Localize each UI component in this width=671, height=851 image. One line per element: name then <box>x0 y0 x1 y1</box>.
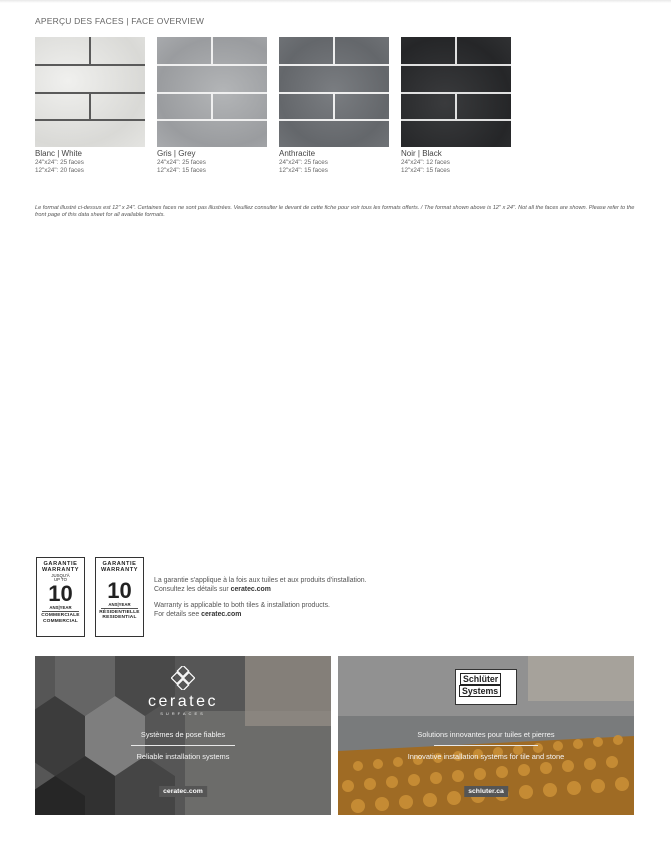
schluter-logo-line1: Schlüter <box>460 673 501 685</box>
swatch-count-12x24: 12"x24": 15 faces <box>401 167 450 175</box>
swatch-name: Noir | Black <box>401 149 442 158</box>
swatch-name: Anthracite <box>279 149 316 158</box>
swatch-grey <box>157 37 267 147</box>
page-top-edge <box>0 0 671 3</box>
ceratec-logo-subtext: SURFACES <box>160 711 206 716</box>
swatch-count-12x24: 12"x24": 15 faces <box>157 167 206 175</box>
schluter-logo <box>455 669 517 705</box>
swatch-label-grey <box>157 150 206 176</box>
schluter-logo-line2: Systems <box>459 685 501 697</box>
swatch-white <box>35 37 145 147</box>
swatch-label-anthracite <box>279 150 328 176</box>
badge-type-en: COMMERCIAL <box>42 618 79 624</box>
badge-upto-en: UP TO <box>54 577 67 583</box>
badge-years: 10 <box>107 577 132 603</box>
badge-unit: ANS|YEAR <box>49 605 72 611</box>
swatch-count-24x24: 24"x24": 12 faces <box>401 158 450 166</box>
badge-title-en: WARRANTY <box>41 567 80 574</box>
swatch-count-12x24: 12"x24": 15 faces <box>279 167 328 175</box>
badge-unit: ANS|YEAR <box>108 601 131 607</box>
badge-type-fr: COMMERCIALE <box>41 613 80 619</box>
badge-title-en: WARRANTY <box>100 567 139 574</box>
schluter-divider <box>434 745 538 746</box>
ceratec-tagline-fr: Systèmes de pose fiables <box>140 730 226 739</box>
warranty-badge-commercial <box>36 557 85 637</box>
ceratec-panel <box>35 656 331 815</box>
badge-title-fr: GARANTIE <box>102 561 137 567</box>
ceratec-url-button[interactable]: ceratec.com <box>159 786 207 797</box>
warranty-en-link[interactable]: ceratec.com <box>201 610 242 618</box>
ceratec-logo-icon <box>171 666 195 690</box>
swatch-label-black <box>401 150 450 176</box>
schluter-url-button[interactable]: schluter.ca <box>464 786 508 797</box>
swatch-name: Gris | Grey <box>157 149 196 158</box>
schluter-tagline-en: Innovative installation systems for tile and stone <box>407 752 565 761</box>
schluter-panel <box>338 656 634 815</box>
badge-type-en: RESIDENTIAL <box>102 615 137 621</box>
warranty-fr-prefix: Consultez les détails sur <box>154 585 231 593</box>
swatch-anthracite <box>279 37 389 147</box>
swatch-name: Blanc | White <box>35 149 82 158</box>
swatch-black <box>401 37 511 147</box>
section-title: APERÇU DES FACES | FACE OVERVIEW <box>35 16 205 26</box>
warranty-text <box>154 577 454 627</box>
ceratec-tagline-en: Reliable installation systems <box>136 752 230 761</box>
swatch-count-12x24: 12"x24": 20 faces <box>35 167 84 175</box>
ceratec-logo-text: ceratec <box>148 693 218 710</box>
warranty-fr-line1: La garantie s'applique à la fois aux tuiles et aux produits d'installation. <box>154 577 367 584</box>
badge-title-fr: GARANTIE <box>43 561 78 567</box>
badge-years: 10 <box>48 581 73 607</box>
swatch-count-24x24: 24"x24": 25 faces <box>279 158 328 166</box>
swatch-label-white <box>35 150 84 176</box>
warranty-en-prefix: For details see <box>154 610 202 618</box>
swatch-count-24x24: 24"x24": 25 faces <box>157 158 206 166</box>
format-disclaimer: Le format illustré ci-dessus est 12" x 24". Certaines faces ne sont pas illustrées. Veuillez consulter le devant de cette fiche pour voir tous les formats offerts. / The format shown above is 12" x 24". Not all the faces are shown. Please refer to the front page of this data sheet for all available formats. <box>35 205 635 219</box>
ceratec-divider <box>131 745 235 746</box>
warranty-fr-link[interactable]: ceratec.com <box>230 585 271 593</box>
warranty-en-line1: Warranty is applicable to both tiles & installation products. <box>154 602 330 610</box>
badge-upto-fr: JUSQU'À <box>51 572 70 578</box>
warranty-badge-residential <box>95 557 144 637</box>
badge-type-fr: RÉSIDENTIELLE <box>99 609 140 615</box>
swatch-count-24x24: 24"x24": 25 faces <box>35 158 84 166</box>
schluter-tagline-fr: Solutions innovantes pour tuiles et pierres <box>417 730 555 739</box>
